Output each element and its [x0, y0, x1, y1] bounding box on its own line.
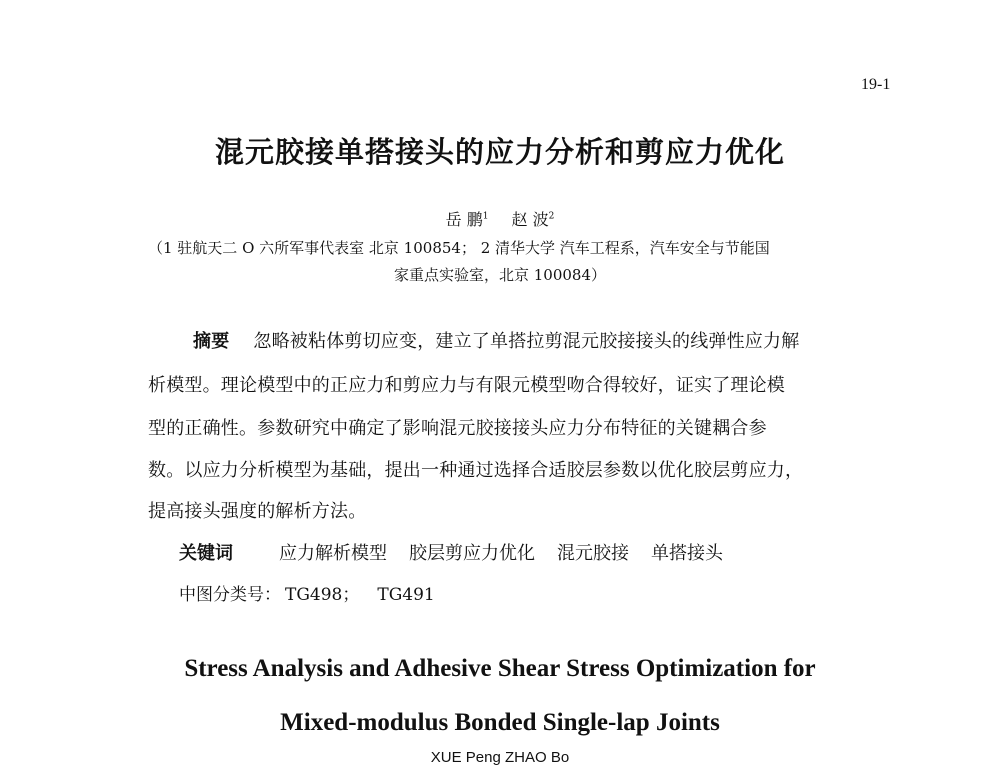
keyword: 应力解析模型 — [279, 543, 387, 564]
keywords-label: 关键词 — [179, 543, 233, 564]
paper-title-en-line-1: Stress Analysis and Adhesive Shear Stress Optimization for — [184, 655, 816, 682]
abstract-line: 型的正确性。参数研究中确定了影响混元胶接接头应力分布特征的关键耦合参 — [148, 418, 767, 439]
keywords — [179, 539, 723, 565]
author-2-affil-mark: 2 — [548, 211, 555, 222]
abstract-line: 数。以应力分析模型为基础，提出一种通过选择合适胶层参数以优化胶层剪应力， — [148, 460, 804, 481]
author-1-name: 岳 鹏 — [445, 210, 483, 229]
paper-title-cn: 混元胶接单搭接头的应力分析和剪应力优化 — [214, 135, 785, 169]
keyword: 混元胶接 — [557, 543, 629, 564]
abstract-text: 忽略被粘体剪切应变，建立了单搭拉剪混元胶接接头的线弹性应力解 — [253, 331, 800, 352]
abstract-line: 提高接头强度的解析方法。 — [148, 501, 367, 522]
author-1-affil-mark: 1 — [482, 211, 489, 222]
author-2-name: 赵 波 — [511, 210, 549, 229]
clc-number — [179, 580, 449, 605]
keyword: 单搭接头 — [651, 543, 723, 564]
abstract-line: 析模型。理论模型中的正应力和剪应力与有限元模型吻合得较好，证实了理论模 — [148, 375, 785, 396]
clc-code: TG498； — [285, 585, 360, 605]
authors — [0, 207, 1000, 230]
page-number: 19-1 — [861, 76, 891, 93]
affiliation-line-2: 家重点实验室，北京 100084） — [393, 266, 607, 284]
author-1 — [446, 210, 489, 229]
clc-code: TG491 — [377, 585, 435, 605]
keyword: 胶层剪应力优化 — [409, 543, 535, 564]
clc-label: 中图分类号： — [179, 585, 281, 605]
author-2 — [512, 210, 555, 229]
paper-title-en-line-2: Mixed-modulus Bonded Single-lap Joints — [280, 709, 720, 736]
abstract-line — [193, 327, 858, 353]
abstract-label: 摘要 — [193, 331, 230, 352]
authors-en: XUE Peng ZHAO Bo — [430, 749, 570, 766]
affiliation-line-1: （1 驻航天二 O 六所军事代表室 北京 100854； 2 清华大学 汽车工程系，汽车安全与节能国 — [148, 239, 770, 257]
